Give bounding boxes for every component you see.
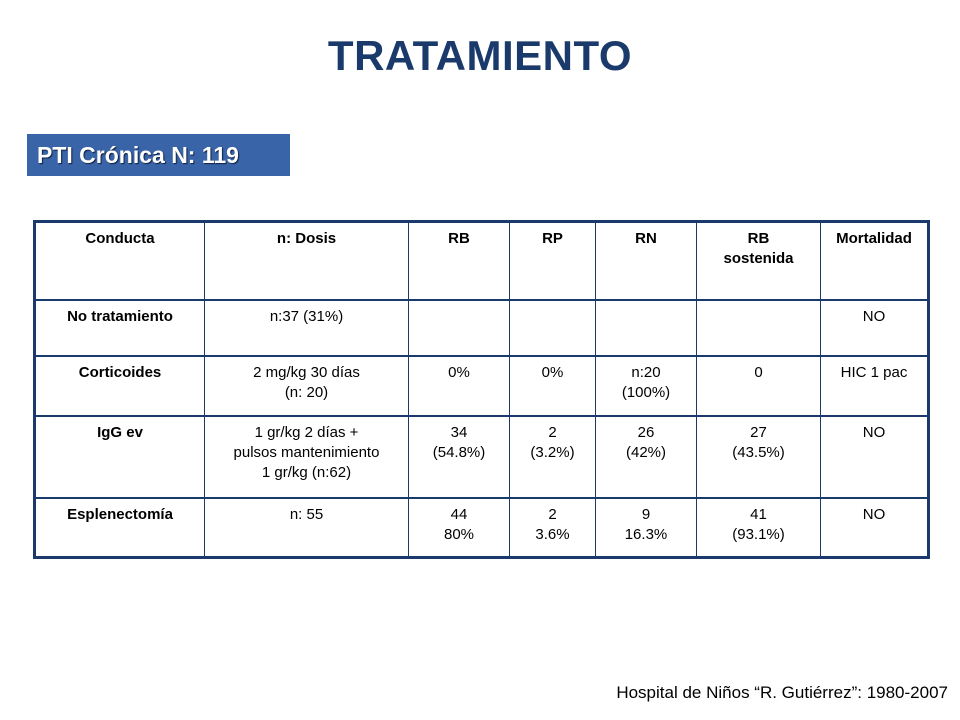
treatment-table [33,220,930,559]
subtitle-badge: PTI Crónica N: 119 [27,134,290,176]
header-mortalidad: Mortalidad [821,222,929,301]
cell-dosis: 1 gr/kg 2 días + pulsos mantenimiento 1 gr/kg (n:62) [205,416,409,498]
row-label: IgG ev [35,416,205,498]
header-rn: RN [596,222,697,301]
cell-dosis: n:37 (31%) [205,300,409,356]
cell-rn: 9 16.3% [596,498,697,558]
cell-mortalidad: NO [821,498,929,558]
table-row [35,498,929,558]
page-title: TRATAMIENTO [327,32,633,79]
cell-rp [510,300,596,356]
row-label: No tratamiento [35,300,205,356]
cell-rp: 2 3.6% [510,498,596,558]
cell-mortalidad: HIC 1 pac [821,356,929,416]
row-label: Esplenectomía [35,498,205,558]
cell-rp: 0% [510,356,596,416]
header-dosis: n: Dosis [205,222,409,301]
source-footer: Hospital de Niños “R. Gutiérrez”: 1980-2007 [616,683,948,702]
cell-rb: 34 (54.8%) [409,416,510,498]
cell-dosis: 2 mg/kg 30 días (n: 20) [205,356,409,416]
header-conducta: Conducta [35,222,205,301]
table-row [35,300,929,356]
cell-mortalidad: NO [821,416,929,498]
table-header-row [35,222,929,301]
cell-rb-sostenida: 41 (93.1%) [697,498,821,558]
table-row [35,356,929,416]
cell-rn: 26 (42%) [596,416,697,498]
cell-rb [409,300,510,356]
table-row [35,416,929,498]
header-rp: RP [510,222,596,301]
cell-rp: 2 (3.2%) [510,416,596,498]
row-label: Corticoides [35,356,205,416]
cell-dosis: n: 55 [205,498,409,558]
cell-rn [596,300,697,356]
cell-rb-sostenida [697,300,821,356]
cell-rb-sostenida: 0 [697,356,821,416]
header-rb-sostenida: RB sostenida [697,222,821,301]
cell-rb-sostenida: 27 (43.5%) [697,416,821,498]
cell-mortalidad: NO [821,300,929,356]
cell-rb: 0% [409,356,510,416]
header-rb: RB [409,222,510,301]
cell-rb: 44 80% [409,498,510,558]
cell-rn: n:20 (100%) [596,356,697,416]
